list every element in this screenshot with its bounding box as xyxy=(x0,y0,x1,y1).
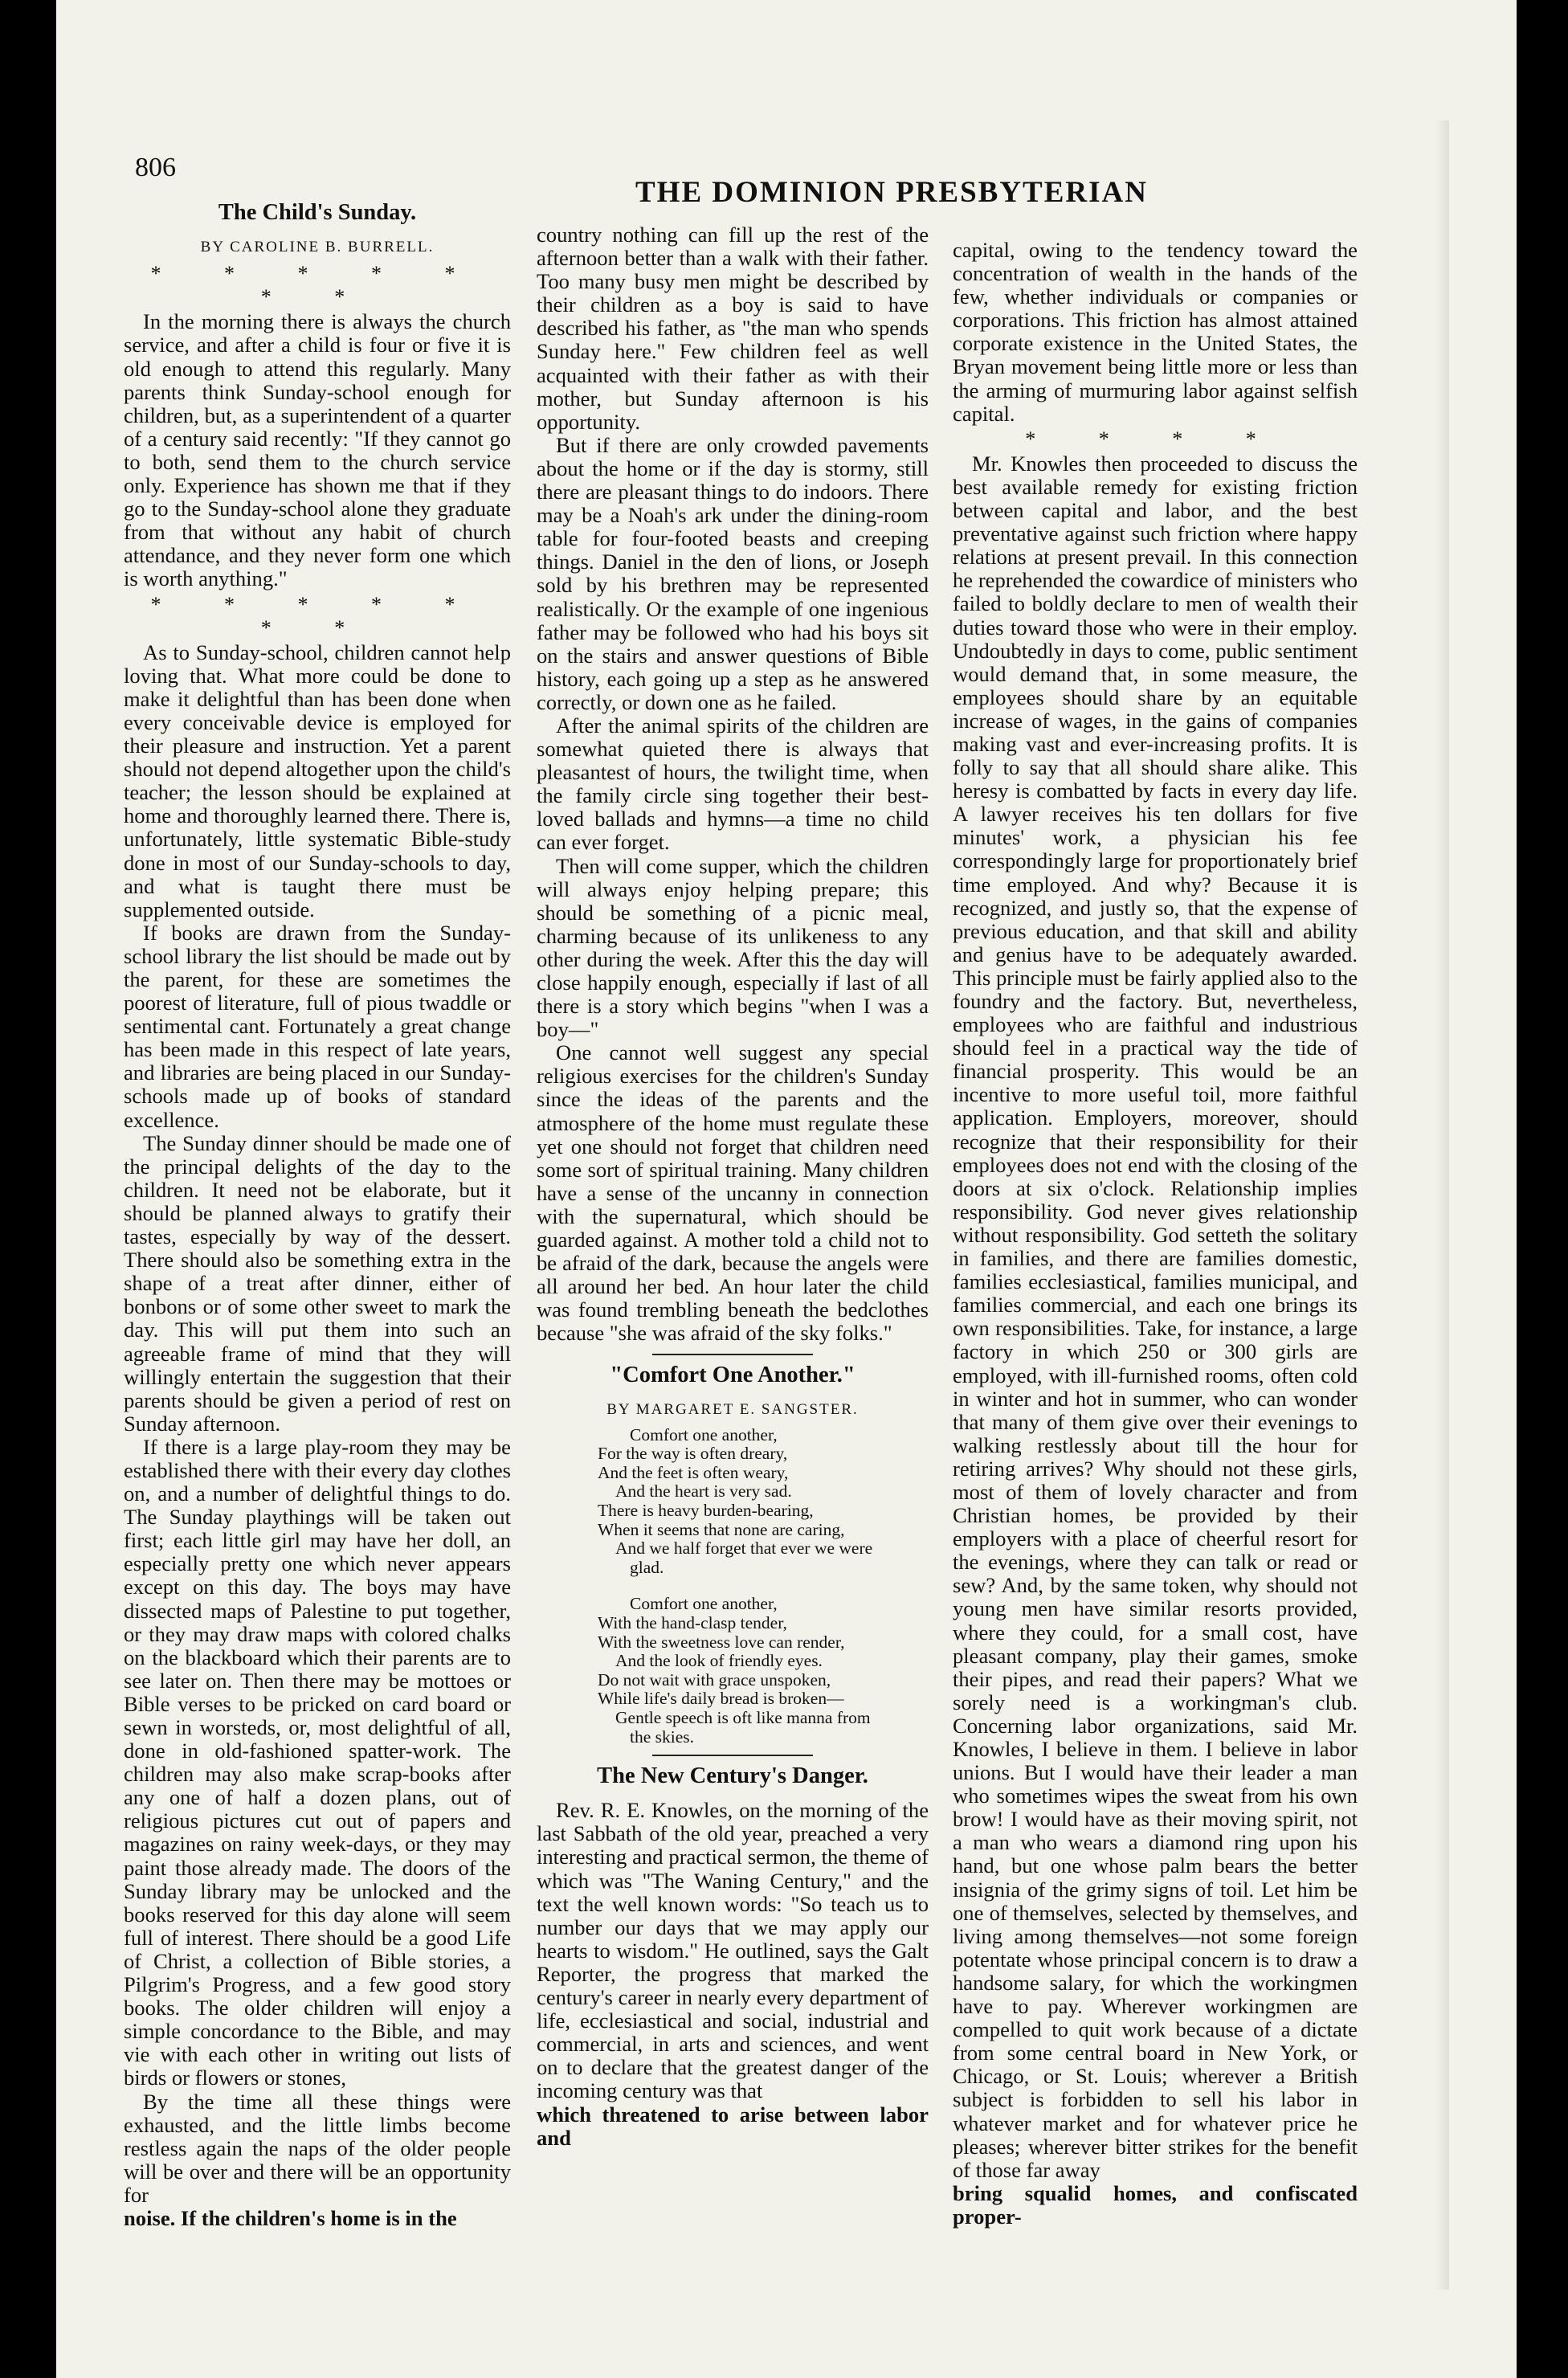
poem-line: Do not wait with grace unspoken, xyxy=(598,1669,831,1690)
poem-line: Comfort one another, xyxy=(630,1424,778,1444)
section-stars: * * * * xyxy=(1025,427,1285,451)
section-stars: * * * * * * * xyxy=(150,262,484,309)
byline-burrell: BY CAROLINE B. BURRELL. xyxy=(200,239,435,256)
paragraph: Then will come supper, which the children will always enjoy helping prepare; this should be something of a picnic meal, charming because of its unlikeness to any other during the week. After this the day will close happily enough, especially if last of all there is a story which begins "when I was a boy—" xyxy=(537,853,929,1042)
poem-stanza-break xyxy=(598,1577,929,1595)
column-3 xyxy=(953,239,1358,2263)
paragraph: country nothing can fill up the rest of the afternoon better than a walk with their father. Too many busy men might be described by their children as a boy is said to have described his father, as "the man who spends Sunday here." Few children feel as well acquainted with their father as with their mother, but Sunday afternoon is his opportunity. xyxy=(537,223,929,434)
paragraph: In the morning there is always the church service, and after a child is four or five it is old enough to attend this regularly. Many parents think Sunday-school enough for children, but, as a superintendent of a quarter of a century said recently: "If they cannot go to both, send them to the church service only. Experience has shown me that if they go to the Sunday-school alone they graduate from that without any habit of church attendance, and they never form one which is worth anything." xyxy=(124,309,511,591)
paragraph: After the animal spirits of the children are somewhat quieted there is always that pleasantest of hours, the twilight time, when the family circle sing together their best-loved ballads and hymns—a time no child can ever forget. xyxy=(537,713,929,855)
paragraph: Mr. Knowles then proceeded to discuss the best available remedy for existing friction between capital and labor, and the best preventative against such friction where happy relations at present prevail. In this connection he reprehended the cowardice of ministers who failed to boldly declare to men of wealth their duties toward those who were in their employ. Undoubtedly in days to come, public sentiment would demand that, in some measure, the employees should share by an equitable increase of wages, in the gains of companies making vast and ever-increasing profits. It is folly to say that all should share alike. This heresy is combatted by facts in every day life. A lawyer receives his ten dollars for five minutes' work, a physician his fee correspondingly large for proportionately brief time employed. And why? Because it is recognized, and justly so, that the expense of previous education, and that skill and ability and genius have to be adequately awarded. This principle must be fairly applied also to the foundry and the factory. But, nevertheless, employees who are faithful and industrious should feel in a practical way the tide of financial prosperity. This would be an incentive to more useful toil, more faithful application. Employers, moreover, should recognize that their responsibility for their employees does not end with the closing of the doors at six o'clock. Relationship implies responsibility. God never gives relationship without responsibility. God setteth the solitary in families, and there are families domestic, families ecclesiastical, families municipal, and families commercial, and each one brings its own responsibilities. Take, for instance, a large factory in which 250 or 300 girls are employed, with ill-furnished rooms, often cold in winter and hot in summer, who can wonder that many of them give over their evenings to walking restlessly about till the hour for retiring arrives? Why should not these girls, most of them of lovely character and from Christian homes, be provided by their employers with a place of cheerful resort for the evenings, where they can talk or read or sew? And, by the same token, why should not young men have similar resorts provided, where they could, for a small cost, have pleasant company, play their games, smoke their pipes, and read their papers? What we sorely need is a workingman's club. Concerning labor organizations, said Mr. Knowles, I believe in them. I believe in labor unions. But I would have their leader a man who sometimes wipes the sweat from his own brow! I would have as their moving spirit, not a man who wears a diamond ring upon his hand, but one whose palm bears the better insignia of the grimy signs of toil. Let him be one of themselves, selected by themselves, and living among themselves—not some foreign potentate whose principal concern is to draw a handsome salary, for which the workingmen have to pay. Wherever workingmen are compelled to quit work because of a dictate from some central board in New York, or Chicago, or St. Louis; wherever a British subject is forbidden to sell his labor in whatever market and for whatever price he pleases; wherever bitter strikes for the benefit of those far away xyxy=(953,451,1358,2182)
paragraph: capital, owing to the tendency toward the concentration of wealth in the hands of the few, whether individuals or companies or corporations. This friction has almost attained corporate existence in the United States, the Bryan movement being little more or less than the arming of murmuring labor against selfish capital. xyxy=(953,238,1358,426)
poem-line: the skies. xyxy=(630,1726,695,1747)
paragraph-continuation: which threatened to arise between labor and xyxy=(537,2102,929,2150)
poem-line: And we half forget that ever we were xyxy=(615,1538,873,1559)
paragraph: But if there are only crowded pavements about the home or if the day is stormy, still there are pleasant things to do indoors. There may be a Noah's ark under the dining-room table for four-footed beasts and creeping things. Daniel in the den of lions, or Joseph sold by his brethren may be represented realistically. Or the example of one ingenious father may be followed who had his boys sit on the stairs and answer questions of Bible history, each going up a step as he answered correctly, or down one as he failed. xyxy=(537,432,929,714)
poem-line: glad. xyxy=(630,1557,664,1577)
poem-line: Comfort one another, xyxy=(630,1594,778,1614)
paragraph-continuation: bring squalid homes, and confiscated proper- xyxy=(953,2180,1358,2229)
byline-sangster: BY MARGARET E. SANGSTER. xyxy=(606,1400,859,1418)
article-title-childs-sunday: The Child's Sunday. xyxy=(218,200,417,225)
poem-line: Gentle speech is oft like manna from xyxy=(615,1708,871,1727)
poem-line: While life's daily bread is broken— xyxy=(598,1689,844,1709)
poem-line: There is heavy burden-bearing, xyxy=(598,1501,814,1521)
paragraph: If books are drawn from the Sunday-school library the list should be made out by the parent, for these are sometimes the poorest of literature, full of pious twaddle or sentimental cant. Fortunately a great change has been made in this respect of late years, and libraries are being placed in our Sunday-schools made up of books of standard excellence. xyxy=(124,920,511,1132)
paragraph: By the time all these things were exhausted, and the little limbs become restless again the naps of the older people will be over and there will be an opportunity for xyxy=(124,2089,511,2207)
poem-line: And the heart is very sad. xyxy=(615,1481,792,1502)
poem-line: For the way is often dreary, xyxy=(598,1444,788,1464)
paragraph: One cannot well suggest any special religious exercises for the children's Sunday since the ideas of the parents and the atmosphere of the home must regulate these yet one should not forget that children need some sort of spiritual training. Many children have a sense of the uncanny in connection with the supernatural, which should be guarded against. A mother told a child not to be afraid of the dark, because the angels were all around her bed. An hour later the child was found trembling beneath the bedclothes because "she was afraid of the sky folks." xyxy=(537,1040,929,1346)
poem-line: With the sweetness love can render, xyxy=(598,1632,845,1652)
paragraph: As to Sunday-school, children cannot help loving that. What more could be done to make it delightful than has been done when every conceivable device is employed for their pleasure and instruction. Yet a parent should not depend altogether upon the child's teacher; the lesson should be explained at home and thoroughly learned there. There is, unfortunately, little systematic Bible-study done in most of our Sunday-schools to day, and what is taught there must be supplemented outside. xyxy=(124,639,511,921)
masthead: THE DOMINION PRESBYTERIAN xyxy=(635,176,1148,209)
article-title-comfort: "Comfort One Another." xyxy=(610,1362,855,1387)
scan-shadow xyxy=(1435,121,1449,2290)
paragraph: If there is a large play-room they may be established there with their every day clothes on, and a number of delightful things to do. The Sunday playthings will be taken out first; each little girl may have her doll, an especially pretty one which never appears except on this day. The boys may have dissected maps of Palestine to put together, or they may draw maps with colored chalks on the blackboard which their parents are to see later on. Then there may be mottoes or Bible verses to be pricked on card board or sewn in worsteds, or, most delightful of all, done in old-fashioned spatter-work. The children may also make scrap-books after any one of half a dozen plans, out of religious pictures cut out of papers and magazines on rainy week-days, or they may paint those already made. The doors of the Sunday library may be unlocked and the books reserved for this day alone will seem full of interest. There should be a good Life of Christ, a collection of Bible stories, a Pilgrim's Progress, and a few good story books. The older children will enjoy a simple concordance to the Bible, and may vie with each other in writing out lists of birds or flowers or stones, xyxy=(124,1434,511,2090)
paragraph: The Sunday dinner should be made one of the principal delights of the day to the children. It need not be elaborate, but it should be planned always to gratify their tastes, especially by way of the dessert. There should also be something extra in the shape of a treat after dinner, either of bonbons or of some other sweet to mark the day. This will put them into such an agreeable frame of mind that they will willingly entertain the suggestion that their parents should be given a period of rest on Sunday afternoon. xyxy=(124,1130,511,1436)
column-1 xyxy=(124,193,511,2230)
poem-line: With the hand-clasp tender, xyxy=(598,1613,787,1633)
divider-rule xyxy=(652,1755,813,1756)
scan-border-left xyxy=(26,0,56,2378)
divider-rule xyxy=(652,1354,813,1355)
page-number: 806 xyxy=(135,153,176,182)
poem-line: And the feet is often weary, xyxy=(598,1462,789,1482)
scan-border-right xyxy=(1517,0,1568,2378)
column-2 xyxy=(537,223,929,2248)
poem-line: And the look of friendly eyes. xyxy=(615,1651,823,1671)
section-stars: * * * * * * * xyxy=(150,592,484,639)
article-title-new-century: The New Century's Danger. xyxy=(597,1763,868,1789)
poem-line: When it seems that none are caring, xyxy=(598,1519,845,1539)
paragraph-continuation: noise. If the children's home is in the xyxy=(124,2205,457,2230)
paragraph: Rev. R. E. Knowles, on the morning of the last Sabbath of the old year, preached a very interesting and practical sermon, the theme of which was "The Waning Century," and the text the well known words: "So teach us to number our days that we may apply our hearts to wisdom." He outlined, says the Galt Reporter, the progress that marked the century's career in nearly every department of life, ecclesiastical and social, industrial and commercial, in arts and sciences, and went on to declare that the greatest danger of the incoming century was that xyxy=(537,1798,929,2103)
poem xyxy=(598,1426,929,1747)
